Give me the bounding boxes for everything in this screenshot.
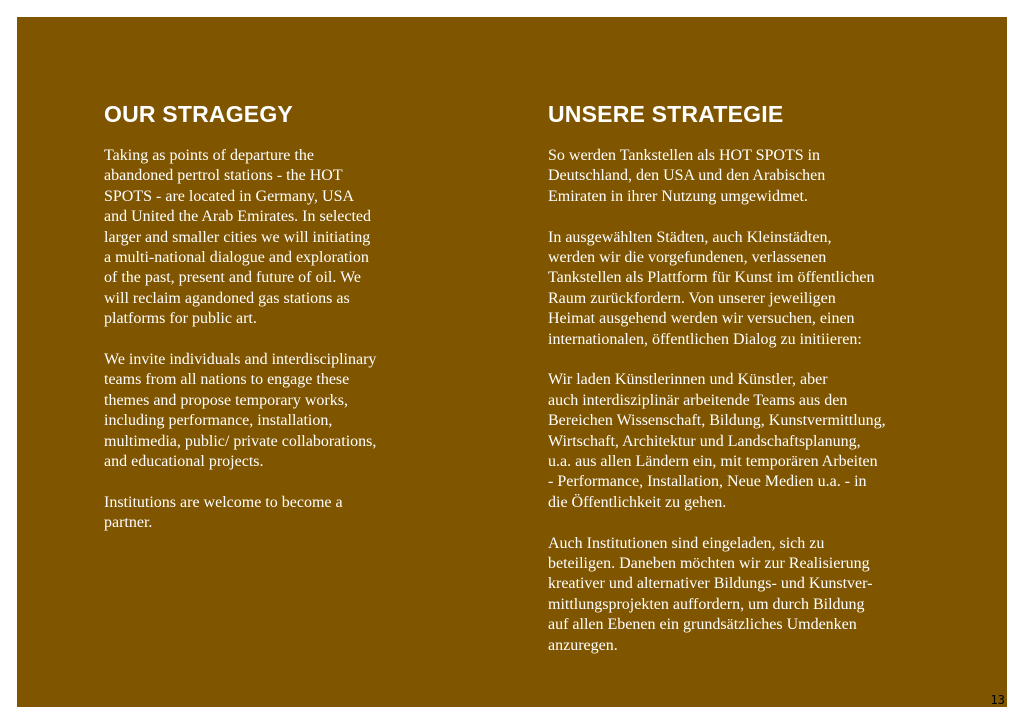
german-paragraph-3: Wir laden Künstlerinnen und Künstler, aber auch interdisziplinär arbeitende Teams aus den Bereichen Wissenschaft, Bildung, Kunstvermittlung, Wirtschaft, Architektur und Landschaftsplanung, u.a. aus allen Ländern ein, mit temporären Arbeiten - Performance, Installation, Neue Medien u.a. - in die Öffentlichkeit zu gehen. bbox=[548, 371, 886, 511]
german-paragraph-1: So werden Tankstellen als HOT SPOTS in Deutschland, den USA und den Arabischen Emiraten in ihrer Nutzung umgewidmet. bbox=[548, 147, 826, 205]
english-heading: OUR STRAGEGY bbox=[104, 101, 293, 127]
german-paragraph-2: In ausgewählten Städten, auch Kleinstädten, werden wir die vorgefundenen, verlassenen Tankstellen als Plattform für Kunst im öffentlichen Raum zurückfordern. Von unserer jeweiligen Heimat ausgehend werden wir versuchen, einen internationalen, öffentlichen Dialog zu initiieren: bbox=[548, 228, 875, 348]
english-paragraph-2: We invite individuals and interdisciplinary teams from all nations to engage these themes and propose temporary works, including performance, installation, multimedia, public/ private collaborations, and educational projects. bbox=[104, 351, 377, 471]
english-paragraph-3: Institutions are welcome to become a partner. bbox=[104, 493, 343, 532]
english-paragraph-1: Taking as points of departure the abandoned pertrol stations - the HOT SPOTS - are located in Germany, USA and United the Arab Emirates. In selected larger and smaller cities we will initiating a multi-national dialogue and exploration of the past, present and future of oil. We will reclaim agandoned gas stations as platforms for public art. bbox=[104, 147, 372, 328]
german-paragraph-4: Auch Institutionen sind eingeladen, sich zu beteiligen. Daneben möchten wir zur Realisierung kreativer und alternativer Bildungs- und Kunstver- mittlungsprojekten auffordern, um durch Bildung auf allen Ebenen ein grundsätzliches Umdenken anzuregen. bbox=[548, 534, 873, 654]
page-number: 13 bbox=[990, 693, 1005, 707]
english-column bbox=[104, 100, 444, 554]
german-heading: UNSERE STRATEGIE bbox=[548, 101, 784, 127]
german-column bbox=[548, 100, 958, 677]
